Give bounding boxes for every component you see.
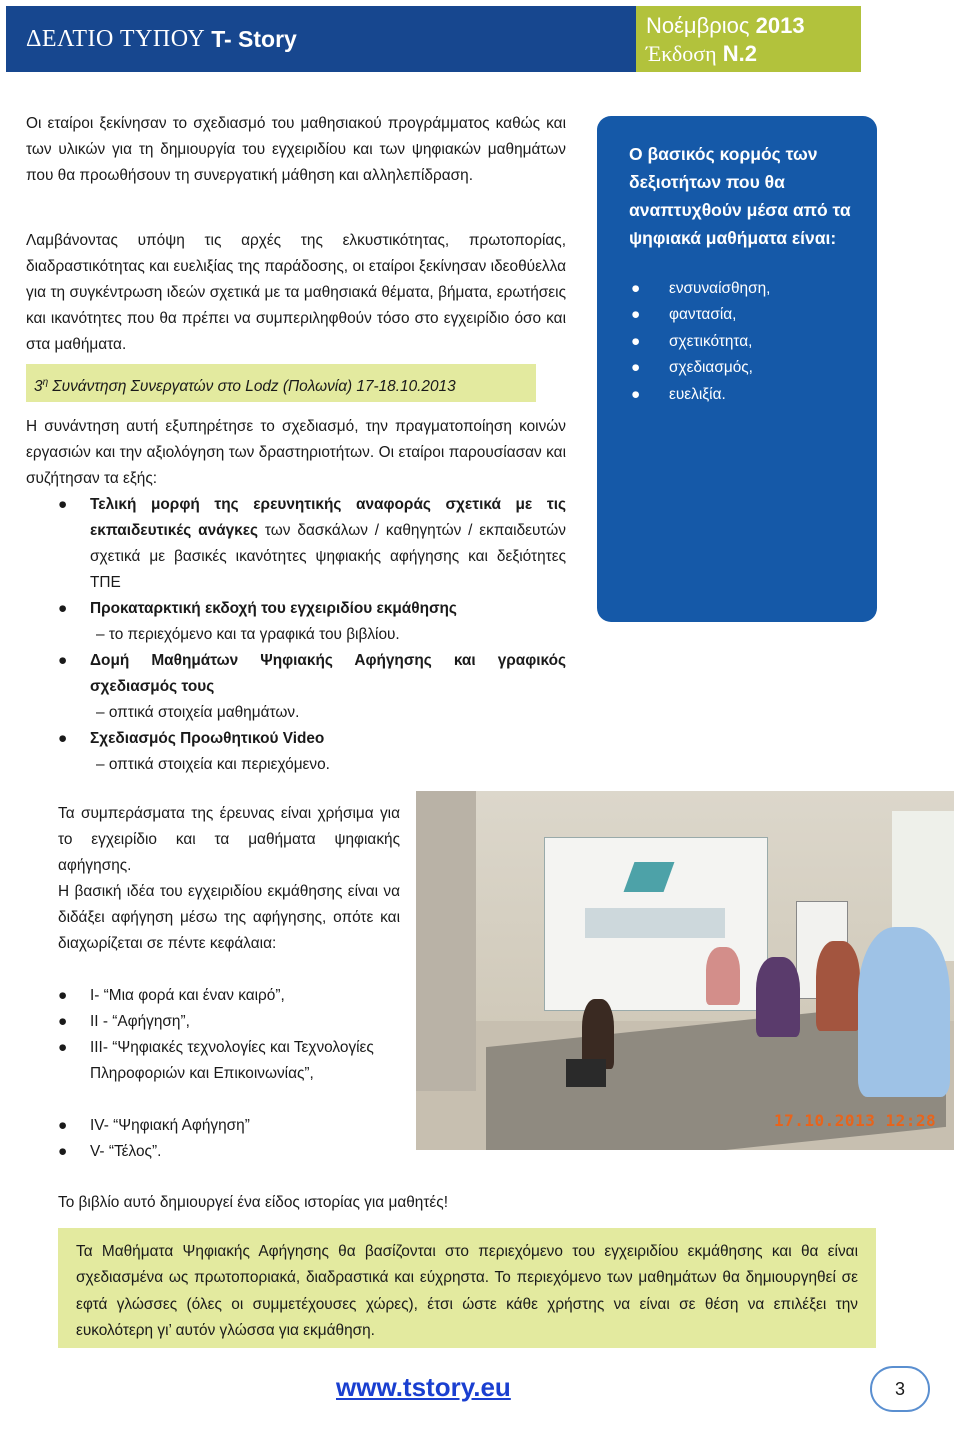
skill-item (629, 382, 859, 408)
chapter-item (58, 983, 400, 1009)
bullet-icon: ● (58, 1039, 68, 1056)
tstory-logo-icon (624, 862, 675, 892)
bullet-icon: ● (58, 987, 68, 1004)
issue-month: Νοέμβριος (646, 13, 750, 38)
skill-item (629, 276, 859, 302)
intro-text: Οι εταίροι ξεκίνησαν το σχεδιασμό του μαθησιακού προγράμματος καθώς και των υλικών για τη δημιουργία του εγχειριδίου και των ψηφιακών μαθημάτων που θα προωθήσουν τη συνεργατική μάθηση και αλληλεπίδραση. (26, 115, 566, 184)
chapter-label: I- “Μια φορά και έναν καιρό”, (90, 987, 285, 1004)
website-link[interactable]: www.tstory.eu (336, 1372, 511, 1402)
meeting-title: Συνάντηση Συνεργατών στο Lodz (Πολωνία) 17-18.10.2013 (52, 378, 456, 396)
chapter-label: II - “Αφήγηση”, (90, 1013, 190, 1030)
edition-number: N.2 (722, 41, 757, 66)
meeting-text: Η συνάντηση αυτή εξυπηρέτησε το σχεδιασμό, την πραγματοποίηση κοινών εργασιών και την αξιολόγηση των δραστηριοτήτων. Οι εταίροι παρουσίασαν και συζήτησαν τα εξής: (26, 418, 566, 487)
header-title-bar (6, 6, 636, 72)
lessons-info-box (58, 1228, 876, 1348)
brainstorm-text: Λαμβάνοντας υπόψη τις αρχές της ελκυστικότητας, πρωτοπορίας, διαδραστικότητας και ευελιξίας της παράδοσης, οι εταίροι ξεκίνησαν ιδεοθύελλα για τη συγκέντρωση ιδεών σχετικά με τα μαθησιακά θέματα, βήματα, ερωτήσεις και ικανότητες που θα πρέπει να συμπεριληφθούν τόσο στο εγχειρίδιο όσο και στα μαθήματα. (26, 232, 566, 353)
bullet-icon: ● (58, 1143, 68, 1160)
chapter-label: V- “Τέλος”. (90, 1143, 162, 1160)
agenda-item-detail: – οπτικά στοιχεία μαθημάτων. (96, 704, 300, 721)
chapter-item (58, 1139, 400, 1165)
agenda-item-title: Προκαταρκτική εκδοχή του εγχειριδίου εκμάθησης (90, 600, 457, 617)
agenda-item-title: Δομή Μαθημάτων Ψηφιακής Αφήγησης και γραφικός σχεδιασμός τους (90, 652, 566, 695)
edition-label: Έκδοση (646, 41, 717, 66)
intro-paragraph (26, 111, 566, 189)
bullet-icon: ● (58, 1117, 68, 1134)
agenda-item-detail: – το περιεχόμενο και τα γραφικά του βιβλίου. (96, 626, 400, 643)
page-number-badge (870, 1366, 930, 1412)
participant (816, 941, 860, 1031)
chapter-item (58, 1009, 400, 1035)
bullet-icon: ● (631, 306, 641, 324)
skills-callout (597, 116, 877, 622)
agenda-item (26, 492, 566, 596)
chapter-list (58, 983, 400, 1165)
chapter-label: IV- “Ψηφιακή Αφήγηση” (90, 1117, 250, 1134)
brainstorm-paragraph (26, 228, 566, 358)
issue-year: 2013 (755, 13, 805, 38)
skill-label: ευελιξία. (669, 385, 726, 403)
participant (858, 927, 950, 1097)
photo-timestamp: 17.10.2013 12:28 (774, 1111, 937, 1130)
agenda-item-detail: – οπτικά στοιχεία και περιεχόμενο. (96, 756, 330, 773)
bullet-icon: ● (58, 730, 68, 747)
agenda-item-detail: των δασκάλων / καθηγητών / εκπαιδευτών σχετικά με βασικές ικανότητες ψηφιακής αφήγησης και δεξιότητες ΤΠΕ (90, 522, 566, 591)
chapter-item (58, 1035, 400, 1113)
callout-title: Ο βασικός κορμός των δεξιοτήτων που θα αναπτυχθούν μέσα από τα ψηφιακά μαθήματα είναι: (629, 144, 851, 248)
bullet-icon: ● (58, 652, 68, 669)
participant (706, 947, 740, 1005)
bullet-icon: ● (631, 359, 641, 377)
skills-list (629, 276, 859, 408)
header-issue-info (636, 6, 861, 72)
meeting-heading (26, 364, 536, 402)
meeting-photo (416, 791, 954, 1150)
meeting-ordinal: η (42, 377, 49, 388)
handbook-paragraph: Η βασική ιδέα του εγχειριδίου εκμάθησης είναι να διδάξει αφήγηση μέσω της αφήγησης, οπότε και διαχωρίζεται σε πέντε κεφάλαια: (58, 883, 400, 952)
agenda-list (26, 492, 566, 778)
skill-item (629, 302, 859, 328)
bullet-icon: ● (58, 1013, 68, 1030)
slide-title-block (585, 908, 725, 938)
skill-label: σχεδιασμός, (669, 359, 753, 377)
skill-item (629, 355, 859, 381)
skill-label: φαντασία, (669, 306, 737, 324)
chapter-label: III- “Ψηφιακές τεχνολογίες και Τεχνολογίες Πληροφοριών και Επικοινωνίας”, (90, 1039, 374, 1082)
meeting-number: 3 (34, 378, 43, 396)
agenda-item (26, 648, 566, 726)
bullet-icon: ● (631, 332, 641, 350)
bullet-icon: ● (58, 600, 68, 617)
skill-item (629, 329, 859, 355)
chapter-item (58, 1113, 400, 1139)
agenda-item-title: Τελική μορφή της ερευνητικής αναφοράς σχετικά με τις εκπαιδευτικές ανάγκες (90, 496, 566, 539)
header-title-prefix: ΔΕΛΤΙΟ ΤΥΠΟΥ (26, 25, 206, 52)
skill-label: σχετικότητα, (669, 332, 753, 350)
conclusions-text (58, 801, 400, 957)
bullet-icon: ● (58, 496, 68, 513)
bullet-icon: ● (631, 385, 641, 403)
conclusions-paragraph: Τα συμπεράσματα της έρευνας είναι χρήσιμα για το εγχειρίδιο και τα μαθήματα ψηφιακής αφήγησης. (58, 805, 400, 874)
agenda-item (26, 726, 566, 778)
meeting-paragraph (26, 414, 566, 492)
agenda-item-title: Σχεδιασμός Προωθητικού Video (90, 730, 325, 747)
agenda-item (26, 596, 566, 648)
closing-sentence: Το βιβλίο αυτό δημιουργεί ένα είδος ιστορίας για μαθητές! (58, 1194, 448, 1211)
lessons-info-text: Τα Μαθήματα Ψηφιακής Αφήγησης θα βασίζονται στο περιεχόμενο του εγχειριδίου εκμάθησης και θα είναι σχεδιασμένα ως πρωτοποριακά, διαδραστικά και εύχρηστα. Το περιεχόμενο των μαθημάτων θα δημιουργηθεί σε εφτά γλώσσες (όλες οι συμμετέχουσες χώρες), έτσι ώστε κάθε χρήστης να είναι σε θέση να επιλέξει την ευκολότερη γι’ αυτόν γλώσσα για εκμάθηση. (76, 1243, 858, 1340)
header-title-brand: T- Story (211, 25, 297, 52)
page-header (6, 6, 861, 72)
skill-label: ενσυναίσθηση, (669, 280, 771, 297)
photo-door (416, 791, 476, 1091)
bullet-icon: ● (631, 280, 641, 297)
laptop (566, 1059, 606, 1087)
participant (756, 957, 800, 1037)
page-number: 3 (894, 1378, 905, 1399)
